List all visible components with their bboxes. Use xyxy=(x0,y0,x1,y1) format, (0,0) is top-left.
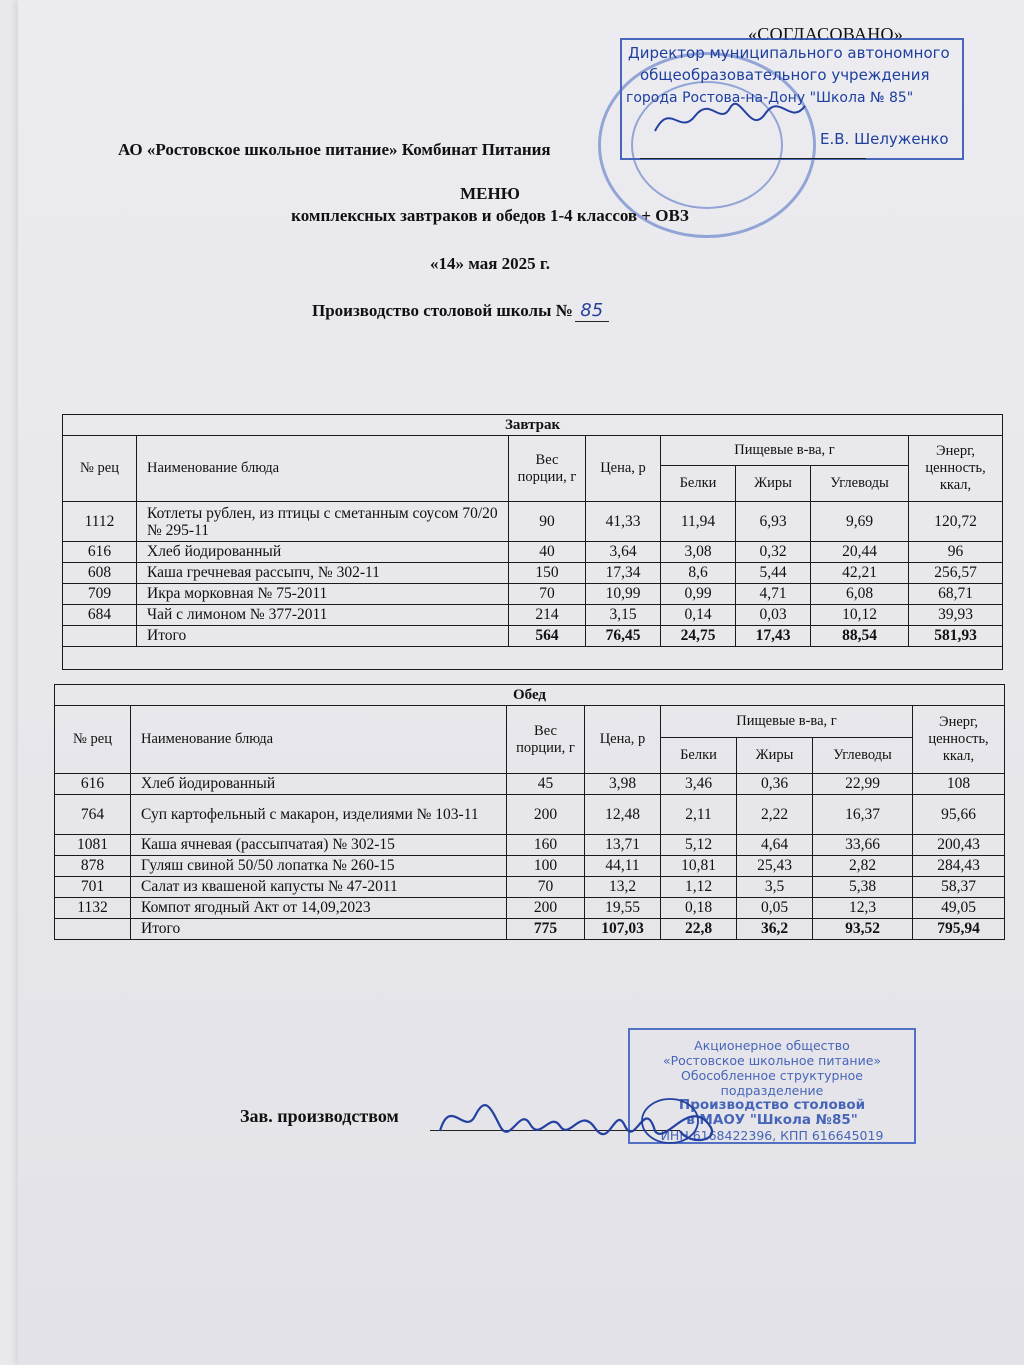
stamp-line: «Ростовское школьное питание» xyxy=(662,1053,882,1068)
breakfast-rows xyxy=(63,502,1003,670)
cell-carbs: 9,69 xyxy=(811,502,909,542)
stamp-line: Производство столовой xyxy=(678,1097,866,1113)
lunch-rows xyxy=(55,774,1005,940)
total-protein: 22,8 xyxy=(661,919,737,940)
cell-energy: 58,37 xyxy=(913,877,1005,898)
cell-weight: 200 xyxy=(507,795,585,835)
cell-rec: 709 xyxy=(63,584,137,605)
table-row xyxy=(63,605,1003,626)
col-price: Цена, р xyxy=(586,436,661,502)
cell-name: Чай с лимоном № 377-2011 xyxy=(137,605,509,626)
signature-line xyxy=(640,158,866,159)
col-name: Наименование блюда xyxy=(131,706,507,774)
menu-subtitle: комплексных завтраков и обедов 1-4 классов + ОВЗ xyxy=(291,206,689,225)
approval-line: общеобразовательного учреждения xyxy=(640,66,930,84)
total-weight: 564 xyxy=(509,626,586,647)
cell-name: Хлеб йодированный xyxy=(131,774,507,795)
organization-name: АО «Ростовское школьное питание» Комбинат Питания xyxy=(118,140,551,159)
col-fat: Жиры xyxy=(737,738,813,774)
cell-weight: 45 xyxy=(507,774,585,795)
total-row xyxy=(63,626,1003,647)
cell-name: Каша ячневая (рассыпчатая) № 302-15 xyxy=(131,835,507,856)
total-label: Итого xyxy=(131,919,507,940)
col-price: Цена, р xyxy=(585,706,661,774)
cell-rec: 878 xyxy=(55,856,131,877)
cell-carbs: 2,82 xyxy=(813,856,913,877)
approval-title: «СОГЛАСОВАНО» xyxy=(748,24,904,44)
cell-name: Суп картофельный с макарон, изделиями № 103-11 xyxy=(131,795,507,835)
cell-rec: 764 xyxy=(55,795,131,835)
cell-energy: 39,93 xyxy=(909,605,1003,626)
table-row xyxy=(63,563,1003,584)
lunch-table xyxy=(54,684,1005,940)
cell-energy: 96 xyxy=(909,542,1003,563)
cell-protein: 5,12 xyxy=(661,835,737,856)
cell-protein: 2,11 xyxy=(661,795,737,835)
table-row xyxy=(63,502,1003,542)
cell-price: 12,48 xyxy=(585,795,661,835)
breakfast-table xyxy=(62,414,1003,670)
cell-energy: 120,72 xyxy=(909,502,1003,542)
cell-carbs: 42,21 xyxy=(811,563,909,584)
cell-carbs: 5,38 xyxy=(813,877,913,898)
total-carbs: 88,54 xyxy=(811,626,909,647)
cell-protein: 3,08 xyxy=(661,542,736,563)
cell-carbs: 22,99 xyxy=(813,774,913,795)
col-rec: № рец xyxy=(63,436,137,502)
menu-date: «14» мая 2025 г. xyxy=(430,254,550,273)
table-row xyxy=(55,835,1005,856)
col-nutrients: Пищевые в-ва, г xyxy=(661,706,913,738)
col-rec: № рец xyxy=(55,706,131,774)
cell-weight: 100 xyxy=(507,856,585,877)
cell-rec: 616 xyxy=(55,774,131,795)
cell-fat: 0,32 xyxy=(736,542,811,563)
cell-name: Икра морковная № 75-2011 xyxy=(137,584,509,605)
cell-energy: 68,71 xyxy=(909,584,1003,605)
cell-carbs: 10,12 xyxy=(811,605,909,626)
approval-line: города Ростова-на-Дону "Школа № 85" xyxy=(626,90,914,106)
cell-fat: 4,71 xyxy=(736,584,811,605)
cell-protein: 1,12 xyxy=(661,877,737,898)
cell-price: 10,99 xyxy=(586,584,661,605)
cell-fat: 5,44 xyxy=(736,563,811,584)
cell-rec: 1132 xyxy=(55,898,131,919)
cell-protein: 10,81 xyxy=(661,856,737,877)
col-weight: Вес порции, г xyxy=(509,436,586,502)
col-carbs: Углеводы xyxy=(811,466,909,502)
cell-protein: 0,18 xyxy=(661,898,737,919)
table-row xyxy=(55,795,1005,835)
cell-energy: 108 xyxy=(913,774,1005,795)
table-row xyxy=(55,774,1005,795)
cell-weight: 70 xyxy=(507,877,585,898)
stamp-line: Обособленное структурное подразделение xyxy=(681,1068,863,1098)
cell-price: 44,11 xyxy=(585,856,661,877)
stamp-line: ИНН 6168422396, КПП 616645019 xyxy=(660,1128,884,1143)
lunch-title: Обед xyxy=(55,685,1005,706)
col-protein: Белки xyxy=(661,738,737,774)
cell-energy: 49,05 xyxy=(913,898,1005,919)
cell-weight: 40 xyxy=(509,542,586,563)
cell-energy: 256,57 xyxy=(909,563,1003,584)
table-row xyxy=(55,856,1005,877)
cell-fat: 4,64 xyxy=(737,835,813,856)
cell-price: 41,33 xyxy=(586,502,661,542)
cell-energy: 284,43 xyxy=(913,856,1005,877)
cell-energy: 200,43 xyxy=(913,835,1005,856)
cell-carbs: 6,08 xyxy=(811,584,909,605)
stamp-line: Акционерное общество xyxy=(694,1038,850,1053)
total-fat: 17,43 xyxy=(736,626,811,647)
cell-name: Каша гречневая рассыпч, № 302-11 xyxy=(137,563,509,584)
approval-line: Директор муниципального автономного xyxy=(628,44,950,62)
cell-name: Салат из квашеной капусты № 47-2011 xyxy=(131,877,507,898)
cell-price: 19,55 xyxy=(585,898,661,919)
table-row xyxy=(55,898,1005,919)
spacer-row xyxy=(63,647,1003,670)
total-price: 76,45 xyxy=(586,626,661,647)
cell-protein: 0,14 xyxy=(661,605,736,626)
col-protein: Белки xyxy=(661,466,736,502)
menu-title: МЕНЮ xyxy=(460,184,520,203)
cell-protein: 11,94 xyxy=(661,502,736,542)
total-protein: 24,75 xyxy=(661,626,736,647)
cell-carbs: 12,3 xyxy=(813,898,913,919)
col-weight: Вес порции, г xyxy=(507,706,585,774)
manager-signature xyxy=(430,1086,730,1156)
school-number: 85 xyxy=(575,300,609,322)
cell-fat: 0,03 xyxy=(736,605,811,626)
col-energy: Энерг, ценность, ккал, xyxy=(913,706,1005,774)
table-row xyxy=(55,877,1005,898)
breakfast-title: Завтрак xyxy=(63,415,1003,436)
stamp-line: в МАОУ "Школа №85" xyxy=(686,1112,858,1128)
cell-carbs: 33,66 xyxy=(813,835,913,856)
cell-empty xyxy=(55,919,131,940)
total-price: 107,03 xyxy=(585,919,661,940)
cell-price: 3,64 xyxy=(586,542,661,563)
cell-name: Хлеб йодированный xyxy=(137,542,509,563)
cell-fat: 0,36 xyxy=(737,774,813,795)
cell-price: 17,34 xyxy=(586,563,661,584)
cell-protein: 3,46 xyxy=(661,774,737,795)
cell-weight: 160 xyxy=(507,835,585,856)
cell-carbs: 16,37 xyxy=(813,795,913,835)
total-fat: 36,2 xyxy=(737,919,813,940)
col-name: Наименование блюда xyxy=(137,436,509,502)
manager-label: Зав. производством xyxy=(240,1106,399,1126)
cell-fat: 2,22 xyxy=(737,795,813,835)
cell-fat: 25,43 xyxy=(737,856,813,877)
table-row xyxy=(63,584,1003,605)
cell-weight: 70 xyxy=(509,584,586,605)
cell-price: 13,2 xyxy=(585,877,661,898)
total-label: Итого xyxy=(137,626,509,647)
production-label: Производство столовой школы № xyxy=(312,301,573,320)
cell-rec: 616 xyxy=(63,542,137,563)
col-energy: Энерг, ценность, ккал, xyxy=(909,436,1003,502)
total-weight: 775 xyxy=(507,919,585,940)
cell-fat: 0,05 xyxy=(737,898,813,919)
cell-rec: 701 xyxy=(55,877,131,898)
col-carbs: Углеводы xyxy=(813,738,913,774)
cell-name: Котлеты рублен, из птицы с сметанным соусом 70/20 № 295-11 xyxy=(137,502,509,542)
total-row xyxy=(55,919,1005,940)
cell-fat: 6,93 xyxy=(736,502,811,542)
col-nutrients: Пищевые в-ва, г xyxy=(661,436,909,466)
total-energy: 581,93 xyxy=(909,626,1003,647)
cell-rec: 1081 xyxy=(55,835,131,856)
cell-rec: 684 xyxy=(63,605,137,626)
table-row xyxy=(63,542,1003,563)
total-energy: 795,94 xyxy=(913,919,1005,940)
document-sheet xyxy=(18,0,1024,1365)
cell-empty xyxy=(63,626,137,647)
cell-name: Гуляш свиной 50/50 лопатка № 260-15 xyxy=(131,856,507,877)
cell-weight: 90 xyxy=(509,502,586,542)
director-signature xyxy=(650,96,810,146)
cell-protein: 0,99 xyxy=(661,584,736,605)
production-line xyxy=(312,300,609,322)
cell-protein: 8,6 xyxy=(661,563,736,584)
cell-price: 3,15 xyxy=(586,605,661,626)
cell-rec: 1112 xyxy=(63,502,137,542)
cell-fat: 3,5 xyxy=(737,877,813,898)
director-name: Е.В. Шелуженко xyxy=(820,130,949,148)
cell-energy: 95,66 xyxy=(913,795,1005,835)
total-carbs: 93,52 xyxy=(813,919,913,940)
cell-name: Компот ягодный Акт от 14,09,2023 xyxy=(131,898,507,919)
cell-weight: 150 xyxy=(509,563,586,584)
cell-carbs: 20,44 xyxy=(811,542,909,563)
cell-weight: 214 xyxy=(509,605,586,626)
cell-rec: 608 xyxy=(63,563,137,584)
cell-price: 13,71 xyxy=(585,835,661,856)
col-fat: Жиры xyxy=(736,466,811,502)
cell-price: 3,98 xyxy=(585,774,661,795)
cell-weight: 200 xyxy=(507,898,585,919)
